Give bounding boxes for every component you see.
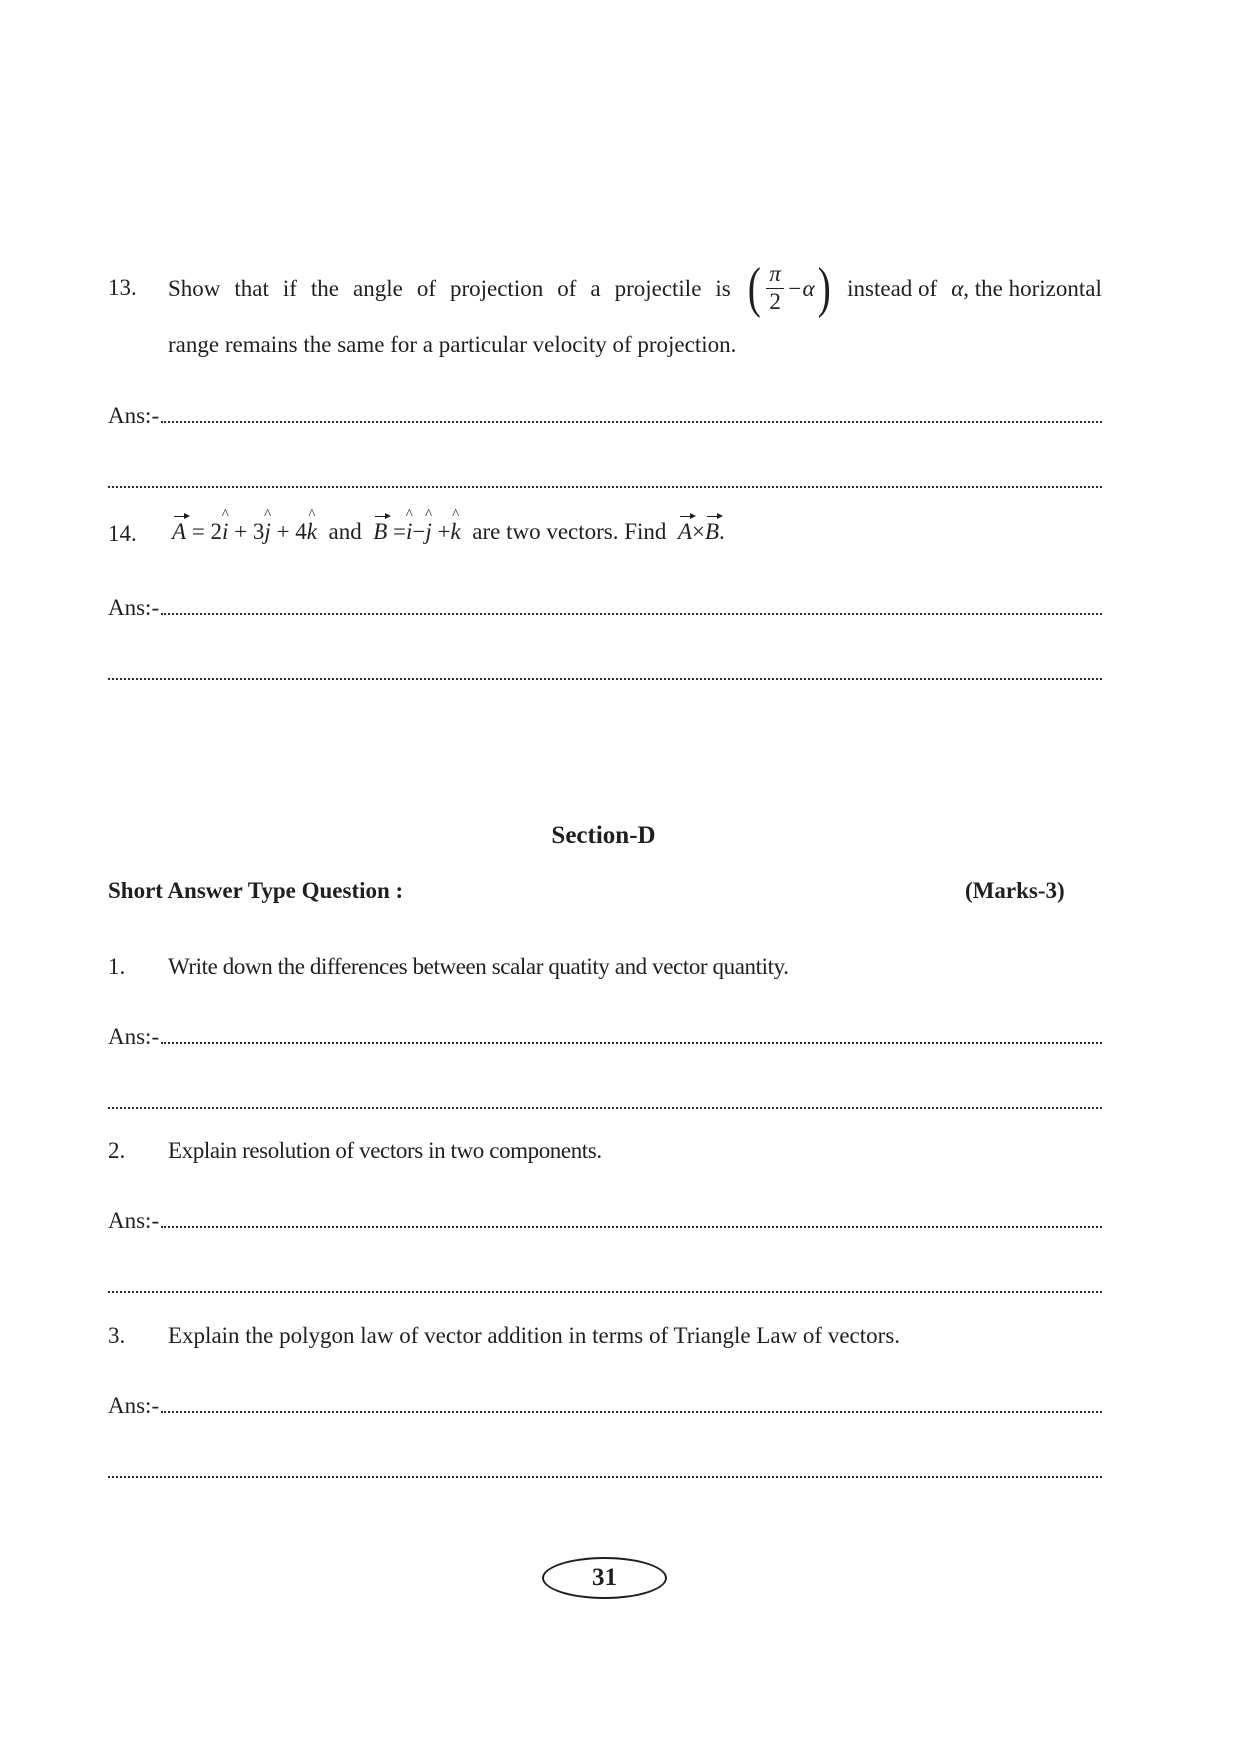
answer-dotted-line	[161, 612, 1102, 615]
unit-vector-k: k ^	[451, 520, 461, 543]
answer-dotted-line	[108, 485, 1102, 488]
marks-label: (Marks-3)	[965, 878, 1065, 903]
section-d-question-1-number: 1.	[108, 954, 126, 979]
q14-term: + 4	[270, 519, 307, 544]
q13-the-horizontal: , the horizontal	[963, 275, 1102, 301]
answer-label: Ans:-	[108, 403, 160, 427]
answer-dotted-line	[161, 1225, 1102, 1228]
q13-word: is	[715, 275, 731, 301]
question-13-line-1	[168, 258, 1102, 318]
alpha-symbol: α	[951, 275, 964, 301]
answer-line[interactable]	[108, 397, 1102, 427]
q13-word: the	[310, 275, 340, 301]
q14-term: +	[431, 519, 451, 544]
unit-vector-i: i ^	[406, 520, 412, 543]
minus-alpha: −α	[786, 275, 815, 301]
q14-term: =	[387, 519, 407, 544]
section-d-question-2-number: 2.	[108, 1138, 126, 1163]
section-d-question-2-text: Explain resolution of vectors in two components.	[168, 1138, 602, 1163]
answer-line-continued[interactable]	[108, 654, 1102, 684]
answer-line-continued[interactable]	[108, 1083, 1102, 1113]
q13-word: of	[416, 275, 436, 301]
answer-dotted-line	[108, 1475, 1102, 1478]
answer-line[interactable]	[108, 1018, 1102, 1048]
q13-word: of	[557, 275, 577, 301]
answer-dotted-line	[161, 420, 1102, 423]
cross-vector-b: B	[704, 519, 720, 544]
unit-vector-i: i ^	[222, 520, 228, 543]
unit-vector-k: k ^	[307, 520, 317, 543]
page-number: 31	[542, 1557, 667, 1599]
q14-statement: are two vectors. Find	[472, 519, 667, 544]
answer-line[interactable]	[108, 1387, 1102, 1417]
answer-dotted-line	[108, 677, 1102, 680]
section-d-question-3-number: 3.	[108, 1323, 126, 1348]
q14-and: and	[328, 519, 362, 544]
unit-vector-j: j ^	[264, 520, 270, 543]
answer-line[interactable]	[108, 589, 1102, 619]
question-14-number: 14.	[108, 521, 137, 546]
fraction	[766, 262, 784, 313]
left-parenthesis: (	[747, 257, 761, 319]
vector-a: A	[172, 519, 187, 544]
fraction-numerator: π	[766, 262, 784, 288]
q14-term: = 2	[186, 519, 223, 544]
question-14-text	[172, 520, 725, 543]
cross-symbol: ×	[692, 519, 705, 544]
q14-period: .	[719, 519, 725, 544]
vector-b: B	[373, 519, 388, 544]
angle-fraction-expression	[745, 257, 833, 319]
right-parenthesis: )	[817, 257, 831, 319]
fraction-denominator: 2	[769, 288, 781, 314]
answer-label: Ans:-	[108, 1208, 160, 1232]
q13-word: if	[282, 275, 297, 301]
answer-label: Ans:-	[108, 1393, 160, 1417]
answer-label: Ans:-	[108, 1024, 160, 1048]
answer-dotted-line	[161, 1410, 1102, 1413]
answer-dotted-line	[108, 1106, 1102, 1109]
question-13-number: 13.	[108, 275, 137, 300]
q13-word: Show	[168, 275, 221, 301]
q14-term: + 3	[228, 519, 265, 544]
section-d-question-3-text: Explain the polygon law of vector addition in terms of Triangle Law of vectors.	[168, 1323, 901, 1348]
cross-vector-a: A	[677, 519, 692, 544]
answer-line-continued[interactable]	[108, 462, 1102, 492]
answer-dotted-line	[161, 1041, 1102, 1044]
q13-instead-of: instead of	[847, 275, 938, 301]
answer-line-continued[interactable]	[108, 1452, 1102, 1482]
unit-vector-j: j ^	[425, 520, 431, 543]
q13-word: projection	[449, 275, 544, 301]
q13-word: a	[590, 275, 601, 301]
section-d-question-1-text: Write down the differences between scalar quatity and vector quantity.	[168, 954, 789, 979]
question-13-line-2: range remains the same for a particular velocity of projection.	[168, 332, 737, 357]
answer-line-continued[interactable]	[108, 1267, 1102, 1297]
q13-word: angle	[353, 275, 403, 301]
answer-line[interactable]	[108, 1202, 1102, 1232]
answer-dotted-line	[108, 1290, 1102, 1293]
question-type-heading: Short Answer Type Question :	[108, 878, 404, 903]
q13-word: that	[234, 275, 269, 301]
section-title: Section-D	[551, 822, 656, 849]
q14-term: −	[412, 519, 426, 544]
q13-word: projectile	[614, 275, 702, 301]
answer-label: Ans:-	[108, 595, 160, 619]
